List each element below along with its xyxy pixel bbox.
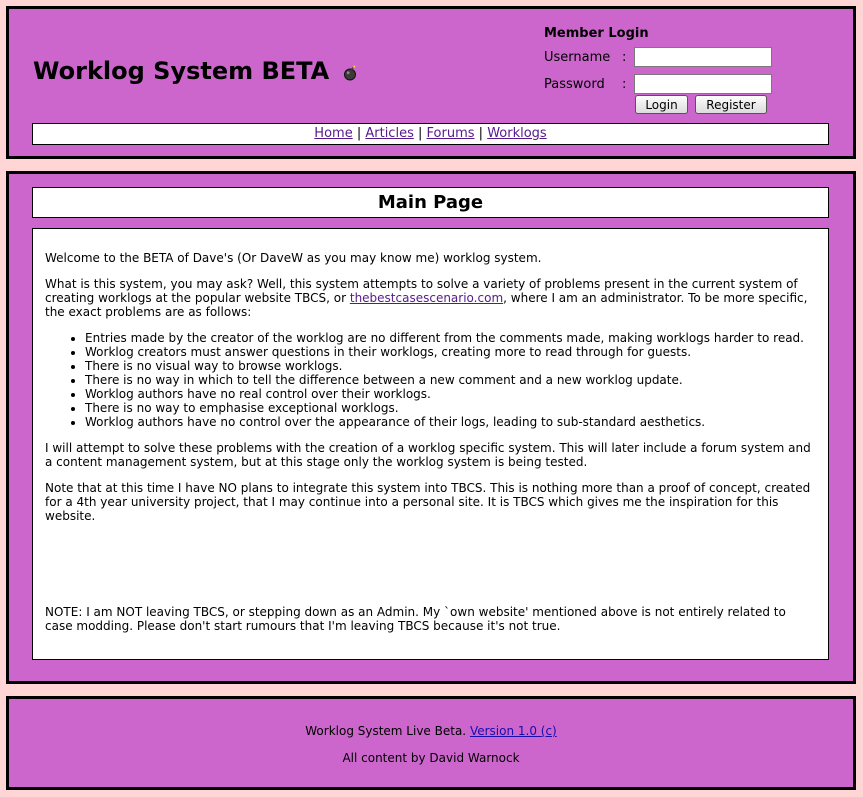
nav-worklogs-link[interactable]: Worklogs <box>487 126 547 141</box>
list-item: • There is no way to emphasise exceptional worklogs. <box>85 401 816 415</box>
system-paragraph <box>45 277 816 319</box>
login-button[interactable]: Login <box>635 95 688 114</box>
password-colon: : <box>622 77 627 92</box>
username-input[interactable] <box>634 47 772 67</box>
footer-text: Worklog System Live Beta. <box>305 724 470 738</box>
username-label: Username <box>544 50 611 65</box>
main-text <box>32 228 829 660</box>
tbcs-link[interactable]: thebestcasescenario.com <box>349 291 504 305</box>
header <box>6 6 856 159</box>
list-item: • There is no visual way to browse worklogs. <box>85 359 816 373</box>
list-item: • Entries made by the creator of the worklog are no different from the comments made, making worklogs harder to read. <box>85 331 816 345</box>
site-title: Worklog System BETA <box>33 57 330 85</box>
system-paragraph-text: What is this system, you may ask? Well, this system attempts to solve a variety of problems present in the current system of creating worklogs at the popular website TBCS, or <box>45 277 798 305</box>
version-link[interactable]: Version 1.0 (c) <box>469 724 557 738</box>
nav-separator: | <box>417 126 423 141</box>
solution-paragraph: I will attempt to solve these problems with the creation of a worklog specific system. This will later include a forum system and a content management system, but at this stage only the worklog system is being tested. <box>45 441 811 469</box>
page-title: Main Page <box>32 187 829 218</box>
nav-articles-link[interactable]: Articles <box>365 126 414 141</box>
integration-paragraph: Note that at this time I have NO plans to integrate this system into TBCS. This is nothing more than a proof of concept, created for a 4th year university project, that I may continue into a personal site. It is TBCS which gives me the inspiration for this website. <box>45 481 811 523</box>
register-button[interactable]: Register <box>695 95 767 114</box>
list-item: • Worklog authors have no control over the appearance of their logs, leading to sub-standard aesthetics. <box>85 415 816 429</box>
footer-credit: All content by David Warnock <box>342 751 520 765</box>
username-colon: : <box>622 50 627 65</box>
list-item: • Worklog creators must answer questions in their worklogs, creating more to read through for guests. <box>85 345 816 359</box>
content-panel <box>6 171 856 684</box>
system-paragraph-text-end: , where I am an administrator. To be more specific, the exact problems are as follows: <box>45 291 808 319</box>
list-item: • Worklog authors have no real control over their worklogs. <box>85 387 816 401</box>
footer <box>6 696 856 790</box>
list-item: • There is no way in which to tell the difference between a new comment and a new worklog update. <box>85 373 816 387</box>
nav-forums-link[interactable]: Forums <box>426 126 475 141</box>
login-heading: Member Login <box>544 26 649 41</box>
nav-separator: | <box>356 126 362 141</box>
note-paragraph: NOTE: I am NOT leaving TBCS, or stepping down as an Admin. My `own website' mentioned above is not entirely related to case modding. Please don't start rumours that I'm leaving TBCS because it's not true. <box>45 605 786 633</box>
intro-paragraph: Welcome to the BETA of Dave's (Or DaveW as you may know me) worklog system. <box>45 251 542 265</box>
password-input[interactable] <box>634 74 772 94</box>
password-label: Password <box>544 77 605 92</box>
nav-separator: | <box>478 126 484 141</box>
problems-list <box>45 331 816 429</box>
bomb-icon <box>343 65 357 81</box>
footer-version-line <box>9 724 853 738</box>
nav-home-link[interactable]: Home <box>314 126 353 141</box>
nav-bar <box>32 123 829 145</box>
